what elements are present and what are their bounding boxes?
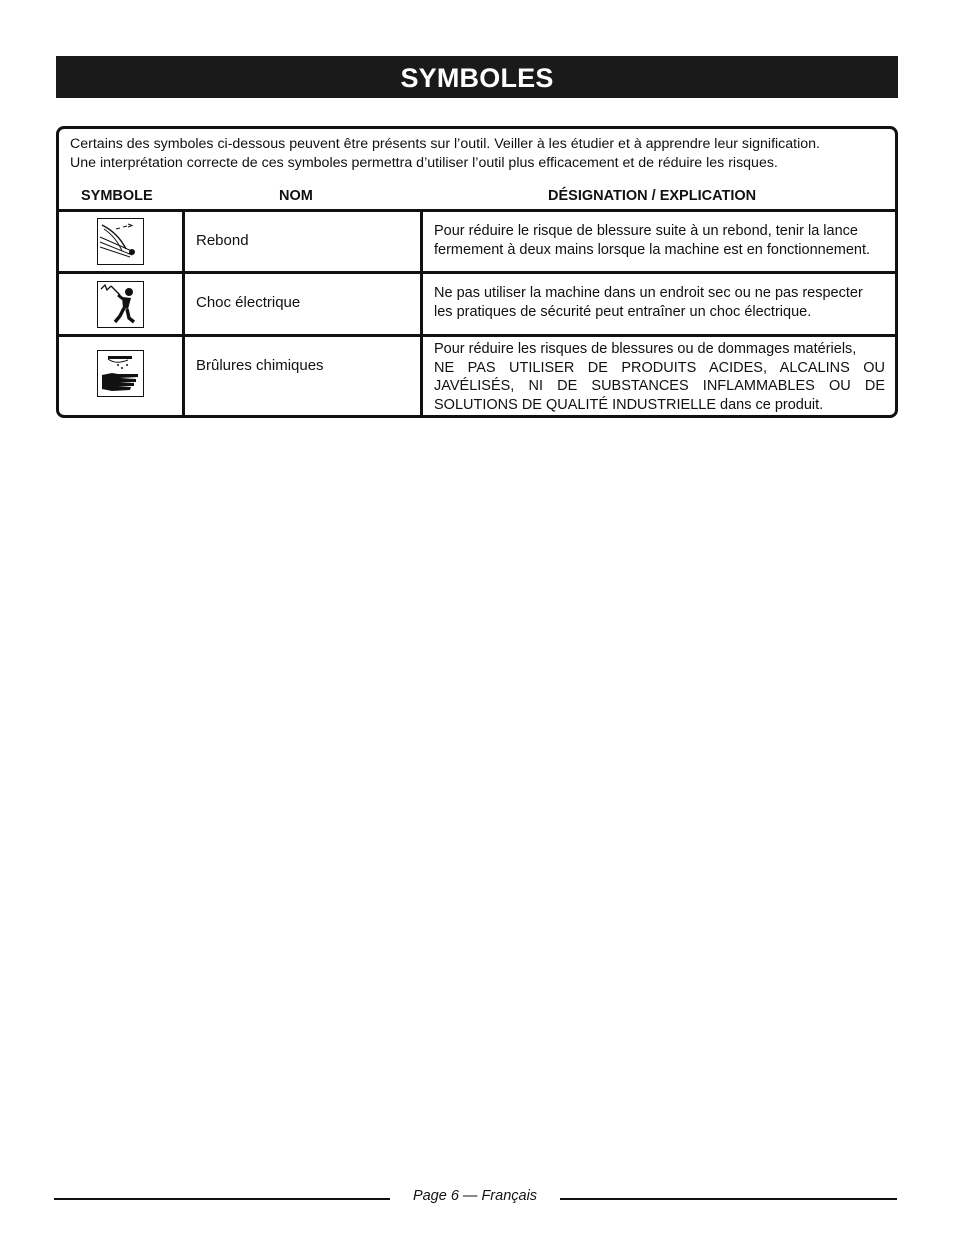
header-description: DÉSIGNATION / EXPLICATION <box>548 188 757 204</box>
description-line: NE PAS UTILISER DE PRODUITS ACIDES, ALCALINS OU <box>434 359 885 376</box>
description-line: Ne pas utiliser la machine dans un endroit sec ou ne pas respecter <box>434 285 863 301</box>
page-title: SYMBOLES <box>56 56 898 98</box>
row-description <box>434 222 885 259</box>
description-line: JAVÉLISÉS, NI DE SUBSTANCES INFLAMMABLES OU DE <box>434 378 885 394</box>
description-line: Pour réduire les risques de blessures ou de dommages matériels, <box>434 341 857 357</box>
row-name: Brûlures chimiques <box>196 357 324 374</box>
table-row <box>59 212 895 271</box>
description-line: fermement à deux mains lorsque la machine est en fonctionnement. <box>434 241 871 258</box>
description-line: SOLUTIONS DE QUALITÉ INDUSTRIELLE dans ce produit. <box>434 396 824 413</box>
electric-shock-icon <box>97 281 144 328</box>
page-footer: Page 6 — Français <box>412 1188 538 1204</box>
footer-rule-left <box>54 1198 390 1200</box>
description-line: Pour réduire le risque de blessure suite à un rebond, tenir la lance <box>434 223 858 239</box>
header-name: NOM <box>279 188 313 204</box>
description-line: les pratiques de sécurité peut entraîner un choc électrique. <box>434 303 812 320</box>
row-description <box>434 284 885 321</box>
table-row <box>59 274 895 334</box>
intro-text <box>70 135 890 173</box>
row-description <box>434 340 885 414</box>
table-row <box>59 337 895 415</box>
row-name: Rebond <box>196 232 249 249</box>
footer-rule-right <box>560 1198 897 1200</box>
symbols-table <box>56 126 898 418</box>
header-symbol: SYMBOLE <box>81 188 153 204</box>
intro-line-1: Certains des symboles ci-dessous peuvent être présents sur l’outil. Veiller à les étudier et à apprendre leur signification. <box>70 136 820 152</box>
intro-line-2: Une interprétation correcte de ces symboles permettra d’utiliser l’outil plus efficacement et de réduire les risques. <box>70 155 778 171</box>
kickback-icon <box>97 218 144 265</box>
chemical-burn-icon <box>97 350 144 397</box>
row-name: Choc électrique <box>196 294 301 311</box>
